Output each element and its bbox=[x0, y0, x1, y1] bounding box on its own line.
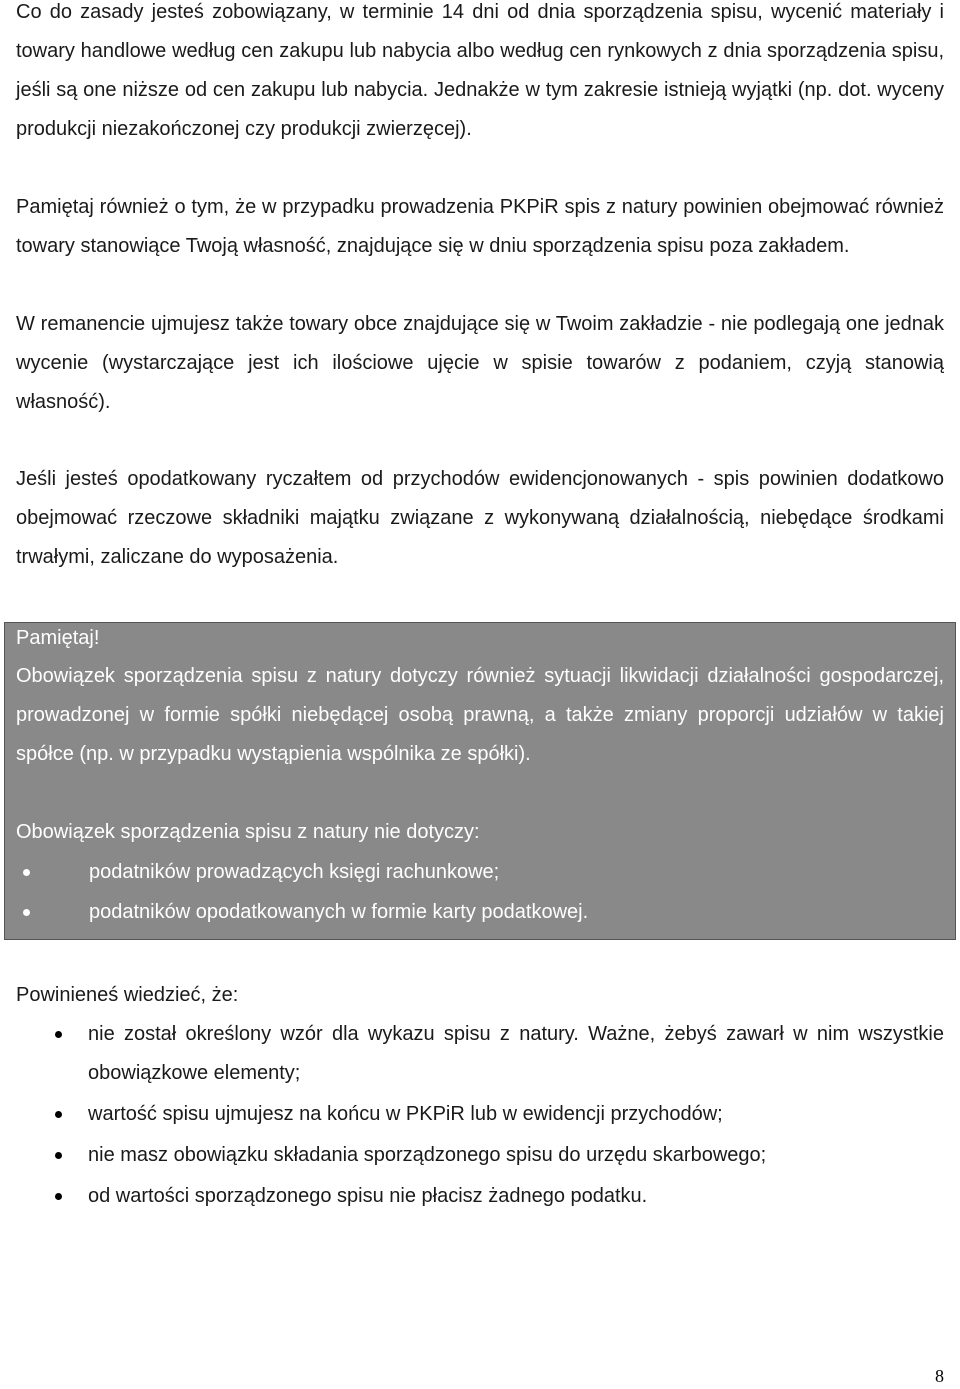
bullet-icon bbox=[55, 1152, 62, 1159]
callout-title: Pamiętaj! bbox=[16, 627, 100, 649]
page-number: 8 bbox=[935, 1366, 944, 1386]
know-list-item: nie został określony wzór dla wykazu spisu z natury. Ważne, żebyś zawarł w nim wszystkie obowiązkowe elementy; bbox=[16, 1015, 944, 1093]
bullet-icon bbox=[23, 869, 30, 876]
callout-paragraph: Obowiązek sporządzenia spisu z natury dotyczy również sytuacji likwidacji działalności gospodarczej, prowadzonej w formie spółki niebędącej osobą prawną, a także zmiany proporcji udziałów w takiej spółce (np. w przypadku wystąpienia wspólnika ze spółki). bbox=[16, 665, 944, 765]
know-list bbox=[16, 1015, 944, 1218]
remember-callout-box bbox=[4, 622, 956, 940]
paragraph-foreign-goods: W remanencie ujmujesz także towary obce znajdujące się w Twoim zakładzie - nie podlegają one jednak wycenie (wystarczające jest ich ilościowe ujęcie w spisie towarów z podaniem, czyją stanowią własność). bbox=[16, 313, 944, 413]
callout-list-item: podatników opodatkowanych w formie karty podatkowej. bbox=[16, 892, 944, 932]
know-list-item: od wartości sporządzonego spisu nie płacisz żadnego podatku. bbox=[16, 1177, 944, 1216]
callout-list-item: podatników prowadzących księgi rachunkowe; bbox=[16, 852, 944, 892]
know-list-item: nie masz obowiązku składania sporządzonego spisu do urzędu skarbowego; bbox=[16, 1136, 944, 1175]
bullet-icon bbox=[23, 909, 30, 916]
paragraph-flat-rate: Jeśli jesteś opodatkowany ryczałtem od przychodów ewidencjonowanych - spis powinien dodatkowo obejmować rzeczowe składniki majątku związane z wykonywaną działalnością, niebędące środkami trwałymi, zaliczane do wyposażenia. bbox=[16, 468, 944, 568]
bullet-icon bbox=[55, 1193, 62, 1200]
know-intro: Powinieneś wiedzieć, że: bbox=[16, 984, 239, 1006]
callout-list-intro: Obowiązek sporządzenia spisu z natury nie dotyczy: bbox=[16, 821, 480, 843]
paragraph-valuation: Co do zasady jesteś zobowiązany, w terminie 14 dni od dnia sporządzenia spisu, wycenić materiały i towary handlowe według cen zakupu lub nabycia albo według cen rynkowych z dnia sporządzenia spisu, jeśli są one niższe od cen zakupu lub nabycia. Jednakże w tym zakresie istnieją wyjątki (np. dot. wyceny produkcji niezakończonej czy produkcji zwierzęcej). bbox=[16, 1, 944, 140]
know-list-item: wartość spisu ujmujesz na końcu w PKPiR lub w ewidencji przychodów; bbox=[16, 1095, 944, 1134]
bullet-icon bbox=[55, 1111, 62, 1118]
paragraph-pkpir-own-goods: Pamiętaj również o tym, że w przypadku prowadzenia PKPiR spis z natury powinien obejmować również towary stanowiące Twoją własność, znajdujące się w dniu sporządzenia spisu poza zakładem. bbox=[16, 196, 944, 257]
callout-list bbox=[16, 852, 944, 932]
bullet-icon bbox=[55, 1031, 62, 1038]
